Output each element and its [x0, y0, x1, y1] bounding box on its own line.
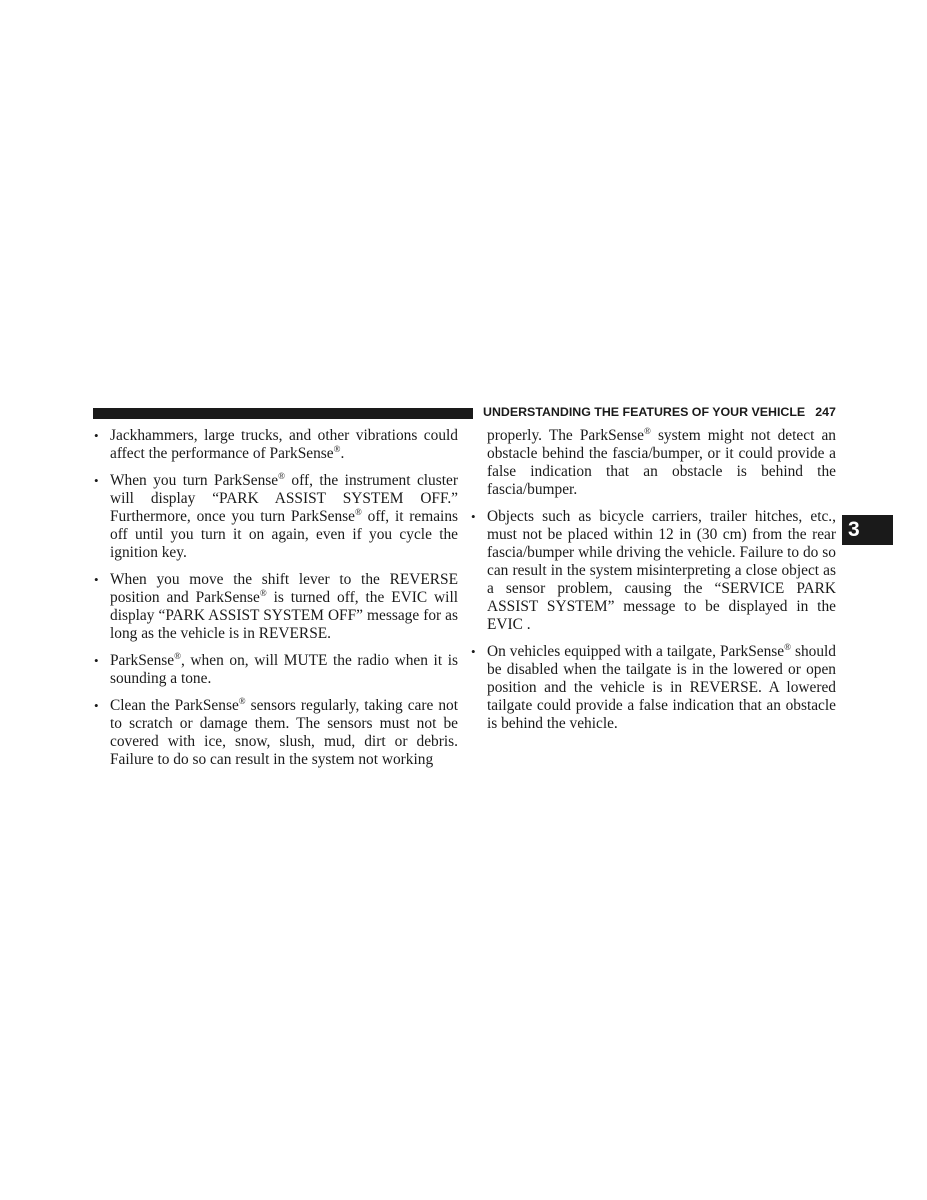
right-column — [470, 427, 836, 742]
bullet-text: ParkSense®, when on, will MUTE the radio when it is sounding a tone. — [110, 650, 458, 687]
section-title: UNDERSTANDING THE FEATURES OF YOUR VEHICLE — [483, 405, 806, 419]
bullet-item — [93, 427, 458, 463]
bullet-text: Jackhammers, large trucks, and other vibrations could affect the performance of ParkSense®. — [110, 427, 458, 462]
bullet-text: When you move the shift lever to the REVERSE position and ParkSense® is turned off, the EVIC will display “PARK ASSIST SYSTEM OFF” message for as long as the vehicle is in REVERSE. — [110, 571, 458, 642]
bullet-item — [470, 508, 836, 634]
bullet-icon: • — [94, 653, 99, 668]
bullet-item — [93, 697, 458, 769]
chapter-tab: 3 — [842, 515, 893, 545]
left-column — [93, 427, 458, 778]
bullet-icon: • — [94, 698, 99, 713]
bullet-text: Clean the ParkSense® sensors regularly, taking care not to scratch or damage them. The sensors must not be covered with ice, snow, slush, mud, dirt or debris. Failure to do so can result in the system not working — [110, 695, 458, 768]
header-rule — [93, 408, 473, 419]
bullet-icon: • — [94, 473, 99, 488]
bullet-item — [93, 472, 458, 562]
continued-paragraph — [470, 427, 836, 499]
bullet-icon: • — [94, 572, 99, 587]
bullet-item — [470, 643, 836, 733]
bullet-icon: • — [94, 428, 99, 443]
bullet-text: On vehicles equipped with a tailgate, ParkSense® should be disabled when the tailgate is in the lowered or open position and the vehicle is in REVERSE. A lowered tailgate could provide a false indication that an obstacle is behind the vehicle. — [487, 641, 836, 732]
page-number: 247 — [815, 405, 836, 419]
continuation-text: properly. The ParkSense® system might not detect an obstacle behind the fascia/bumper, or it could provide a false indication that an obstacle is behind the fascia/bumper. — [487, 425, 836, 498]
bullet-text: When you turn ParkSense® off, the instrument cluster will display “PARK ASSIST SYSTEM OFF.” Furthermore, once you turn ParkSense® off, it remains off until you turn it on again, even if you cycle the ignition key. — [110, 470, 458, 561]
bullet-item — [93, 571, 458, 643]
bullet-icon: • — [471, 509, 476, 524]
bullet-text: Objects such as bicycle carriers, trailer hitches, etc., must not be placed within 12 in (30 cm) from the rear fascia/bumper while driving the vehicle. Failure to do so can result in the system misinterpreting a close object as a sensor problem, causing the “SERVICE PARK ASSIST SYSTEM” message to be displayed in the EVIC . — [487, 508, 836, 633]
bullet-item — [93, 652, 458, 688]
running-header — [483, 405, 835, 421]
bullet-icon: • — [471, 644, 476, 659]
